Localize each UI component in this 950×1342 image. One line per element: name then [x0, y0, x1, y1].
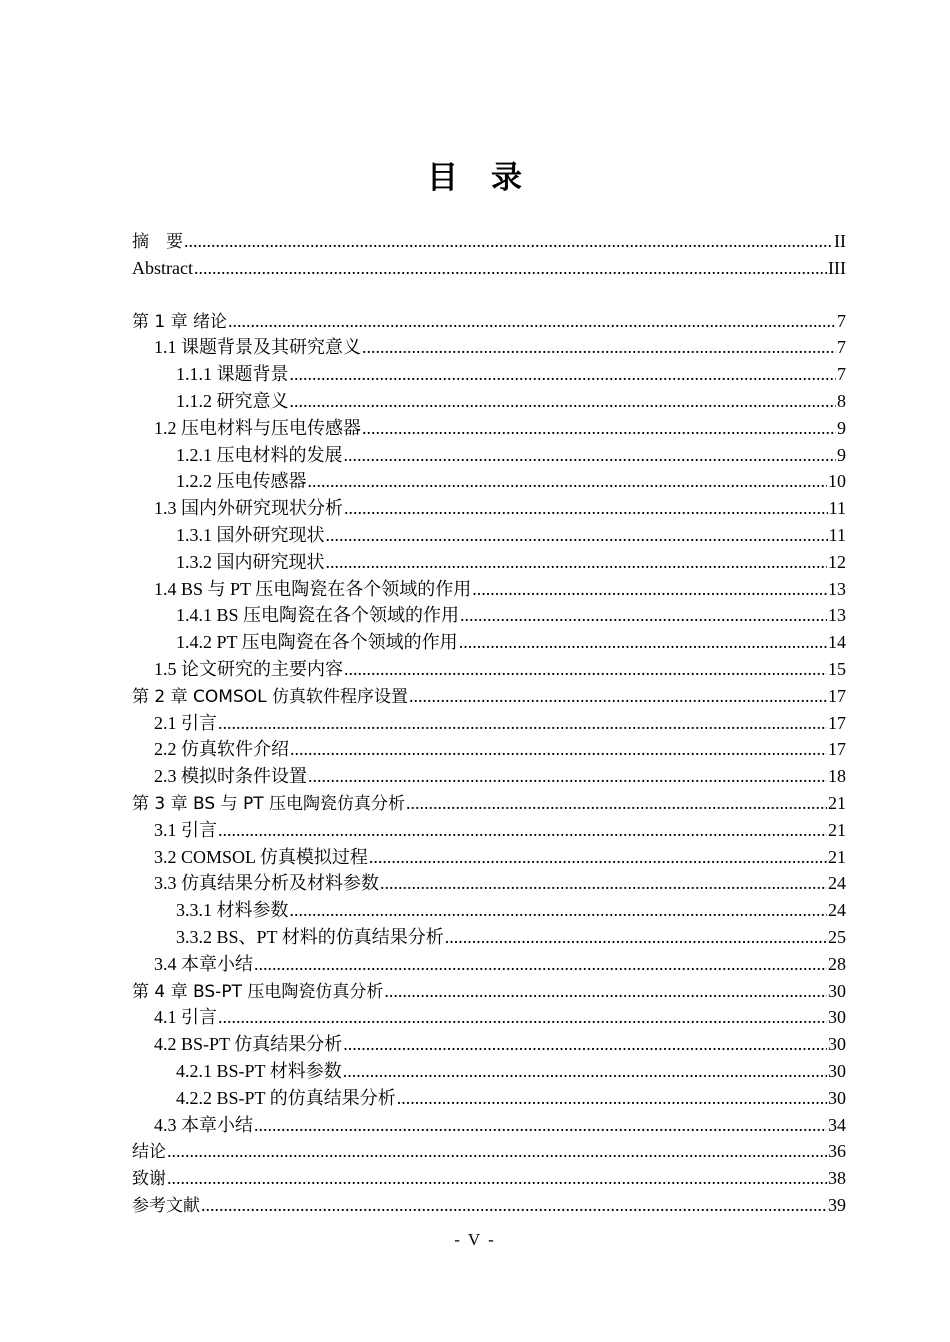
toc-entry[interactable] — [132, 978, 846, 1005]
toc-entry-page: 25 — [828, 926, 846, 947]
toc-entry[interactable] — [132, 334, 846, 361]
toc-entry-label: 1.3.2 国内研究现状 — [176, 551, 325, 572]
dot-leader — [308, 763, 827, 790]
toc-entry-label: 结论 — [132, 1142, 166, 1163]
dot-leader — [445, 924, 827, 951]
toc-entry-label: 2.3 模拟时条件设置 — [154, 766, 307, 787]
toc-entry-label: 4.2 BS-PT 仿真结果分析 — [154, 1034, 343, 1055]
toc-entry-page: 28 — [828, 953, 846, 974]
toc-entry-page: 21 — [828, 819, 846, 840]
toc-entry-label: Abstract — [132, 257, 193, 278]
toc-entry-label: 第 4 章 BS-PT 压电陶瓷仿真分析 — [132, 981, 384, 1002]
dot-leader — [194, 255, 827, 282]
toc-entry[interactable] — [132, 1112, 846, 1139]
toc-entry[interactable] — [132, 870, 846, 897]
dot-leader — [290, 897, 828, 924]
toc-entry-page: 24 — [828, 900, 846, 921]
dot-leader — [290, 361, 837, 388]
toc-entry-page: 13 — [828, 605, 846, 626]
toc-entry-page: II — [834, 231, 846, 251]
toc-entry-page: 17 — [828, 712, 846, 733]
toc-entry[interactable] — [132, 1138, 846, 1165]
toc-entry-page: 24 — [828, 873, 846, 894]
toc-entry-label: 1.2.2 压电传感器 — [176, 471, 307, 492]
toc-entry-label: 3.3.1 材料参数 — [176, 900, 289, 921]
toc-entry-page: 9 — [837, 417, 846, 438]
toc-entry-label: 3.3 仿真结果分析及材料参数 — [154, 873, 379, 894]
toc-entry[interactable] — [132, 924, 846, 951]
toc-entry[interactable] — [132, 1085, 846, 1112]
toc-entry-label: 3.4 本章小结 — [154, 953, 253, 974]
toc-entry[interactable] — [132, 629, 846, 656]
toc-entry[interactable] — [132, 228, 846, 255]
dot-leader — [380, 870, 827, 897]
toc-entry[interactable] — [132, 549, 846, 576]
toc-entry[interactable] — [132, 1004, 846, 1031]
toc-entry-label: 1.1.2 研究意义 — [176, 390, 289, 411]
dot-leader — [409, 683, 827, 710]
toc-entry-page: 14 — [828, 632, 846, 653]
toc-entry-page: 7 — [837, 364, 846, 385]
toc-entry-label: 1.4.1 BS 压电陶瓷在各个领域的作用 — [176, 605, 460, 626]
dot-leader — [460, 602, 827, 629]
dot-leader — [290, 388, 837, 415]
toc-entry-label: 1.2 压电材料与压电传感器 — [154, 417, 361, 438]
toc-entry-label: 摘 要 — [132, 232, 183, 252]
toc-entry[interactable] — [132, 468, 846, 495]
dot-leader — [290, 736, 827, 763]
toc-entry-page: 17 — [828, 685, 846, 706]
toc-entry[interactable] — [132, 602, 846, 629]
toc-entry-page: 10 — [828, 471, 846, 492]
toc-entry-page: 39 — [828, 1194, 846, 1215]
toc-entry-page: 30 — [828, 1087, 846, 1108]
dot-leader — [397, 1085, 827, 1112]
toc-entry-page: 18 — [828, 766, 846, 787]
dot-leader — [343, 1058, 827, 1085]
toc-entry-label: 第 3 章 BS 与 PT 压电陶瓷仿真分析 — [132, 793, 406, 814]
toc-entry[interactable] — [132, 1031, 846, 1058]
dot-leader — [218, 710, 827, 737]
dot-leader — [472, 576, 827, 603]
dot-leader — [201, 1192, 827, 1219]
toc-entry-page: 7 — [837, 310, 846, 331]
toc-entry-page: 30 — [828, 1034, 846, 1055]
dot-leader — [167, 1165, 827, 1192]
toc-entry-label: 致谢 — [132, 1169, 166, 1190]
page-number-footer: - V - — [454, 1230, 496, 1249]
dot-leader — [369, 844, 827, 871]
dot-leader — [344, 495, 828, 522]
toc-entry-page: 30 — [828, 980, 846, 1001]
toc-entry-label: 2.2 仿真软件介绍 — [154, 739, 289, 760]
toc-entry-page: III — [828, 257, 846, 278]
dot-leader — [218, 817, 827, 844]
dot-leader — [167, 1138, 827, 1165]
toc-entry[interactable] — [132, 255, 846, 282]
dot-leader — [362, 334, 836, 361]
toc-entry[interactable] — [132, 442, 846, 469]
toc-entry[interactable] — [132, 308, 846, 335]
toc-entry-label: 1.4.2 PT 压电陶瓷在各个领域的作用 — [176, 632, 458, 653]
toc-entry-label: 1.5 论文研究的主要内容 — [154, 658, 343, 679]
toc-entry-label: 4.1 引言 — [154, 1007, 217, 1028]
toc-entry-label: 第 2 章 COMSOL 仿真软件程序设置 — [132, 686, 408, 707]
toc-entry[interactable] — [132, 388, 846, 415]
toc-entry-page: 11 — [828, 498, 846, 519]
toc-entry-label: 4.3 本章小结 — [154, 1114, 253, 1135]
dot-leader — [326, 522, 828, 549]
toc-entry-page: 21 — [828, 792, 846, 813]
toc-entry-label: 1.3 国内外研究现状分析 — [154, 498, 343, 519]
toc-entry-label: 1.1.1 课题背景 — [176, 364, 289, 385]
toc-entry-page: 30 — [828, 1007, 846, 1028]
dot-leader — [228, 308, 836, 335]
toc-entry-page: 36 — [828, 1141, 846, 1162]
toc-entry[interactable] — [132, 710, 846, 737]
dot-leader — [308, 468, 828, 495]
toc-entry-page: 12 — [828, 551, 846, 572]
toc-entry[interactable] — [132, 656, 846, 683]
toc-entry-page: 9 — [837, 444, 846, 465]
toc-entry-label: 1.1 课题背景及其研究意义 — [154, 337, 361, 358]
toc-entry[interactable] — [132, 1192, 846, 1219]
toc-entry-page: 11 — [828, 524, 846, 545]
toc-entry-label: 第 1 章 绪论 — [132, 311, 228, 332]
toc-entry[interactable] — [132, 763, 846, 790]
dot-leader — [362, 415, 836, 442]
toc-entry-label: 4.2.2 BS-PT 的仿真结果分析 — [176, 1087, 396, 1108]
toc-entry[interactable] — [132, 897, 846, 924]
dot-leader — [344, 656, 827, 683]
toc-entry[interactable] — [132, 415, 846, 442]
toc-entry-page: 8 — [837, 390, 846, 411]
toc-entry-page: 15 — [828, 658, 846, 679]
dot-leader — [254, 951, 827, 978]
dot-leader — [459, 629, 827, 656]
toc-entry-label: 4.2.1 BS-PT 材料参数 — [176, 1060, 342, 1081]
dot-leader — [343, 1031, 827, 1058]
dot-leader — [384, 978, 827, 1005]
toc-entry-label: 1.3.1 国外研究现状 — [176, 524, 325, 545]
toc-entry-page: 34 — [828, 1114, 846, 1135]
toc-entry-label: 参考文献 — [132, 1195, 200, 1216]
toc-entry[interactable] — [132, 361, 846, 388]
dot-leader — [344, 442, 837, 469]
page-title: 目 录 — [427, 160, 523, 196]
toc-entry[interactable] — [132, 1058, 846, 1085]
toc-entry[interactable] — [132, 576, 846, 603]
toc-entry[interactable] — [132, 736, 846, 763]
toc-entry-page: 7 — [837, 337, 846, 358]
toc-entry-page: 21 — [828, 846, 846, 867]
dot-leader — [218, 1004, 827, 1031]
toc-entry-label: 1.2.1 压电材料的发展 — [176, 444, 343, 465]
toc-entry-page: 38 — [828, 1168, 846, 1189]
toc-entry-label: 1.4 BS 与 PT 压电陶瓷在各个领域的作用 — [154, 578, 472, 599]
dot-leader — [254, 1112, 827, 1139]
dot-leader — [326, 549, 828, 576]
toc-entry-label: 3.2 COMSOL 仿真模拟过程 — [154, 846, 368, 867]
toc-entry[interactable] — [132, 844, 846, 871]
toc-entry-page: 13 — [828, 578, 846, 599]
dot-leader — [184, 228, 833, 255]
toc-entry-label: 3.3.2 BS、PT 材料的仿真结果分析 — [176, 926, 444, 947]
toc-entry-label: 2.1 引言 — [154, 712, 217, 733]
toc-entry[interactable] — [132, 790, 846, 817]
toc-entry[interactable] — [132, 522, 846, 549]
table-of-contents — [132, 228, 846, 1219]
toc-entry-page: 17 — [828, 739, 846, 760]
toc-entry-label: 3.1 引言 — [154, 819, 217, 840]
toc-entry[interactable] — [132, 683, 846, 710]
toc-entry[interactable] — [132, 495, 846, 522]
toc-entry[interactable] — [132, 817, 846, 844]
dot-leader — [406, 790, 827, 817]
toc-entry[interactable] — [132, 951, 846, 978]
toc-entry-page: 30 — [828, 1060, 846, 1081]
toc-entry[interactable] — [132, 1165, 846, 1192]
